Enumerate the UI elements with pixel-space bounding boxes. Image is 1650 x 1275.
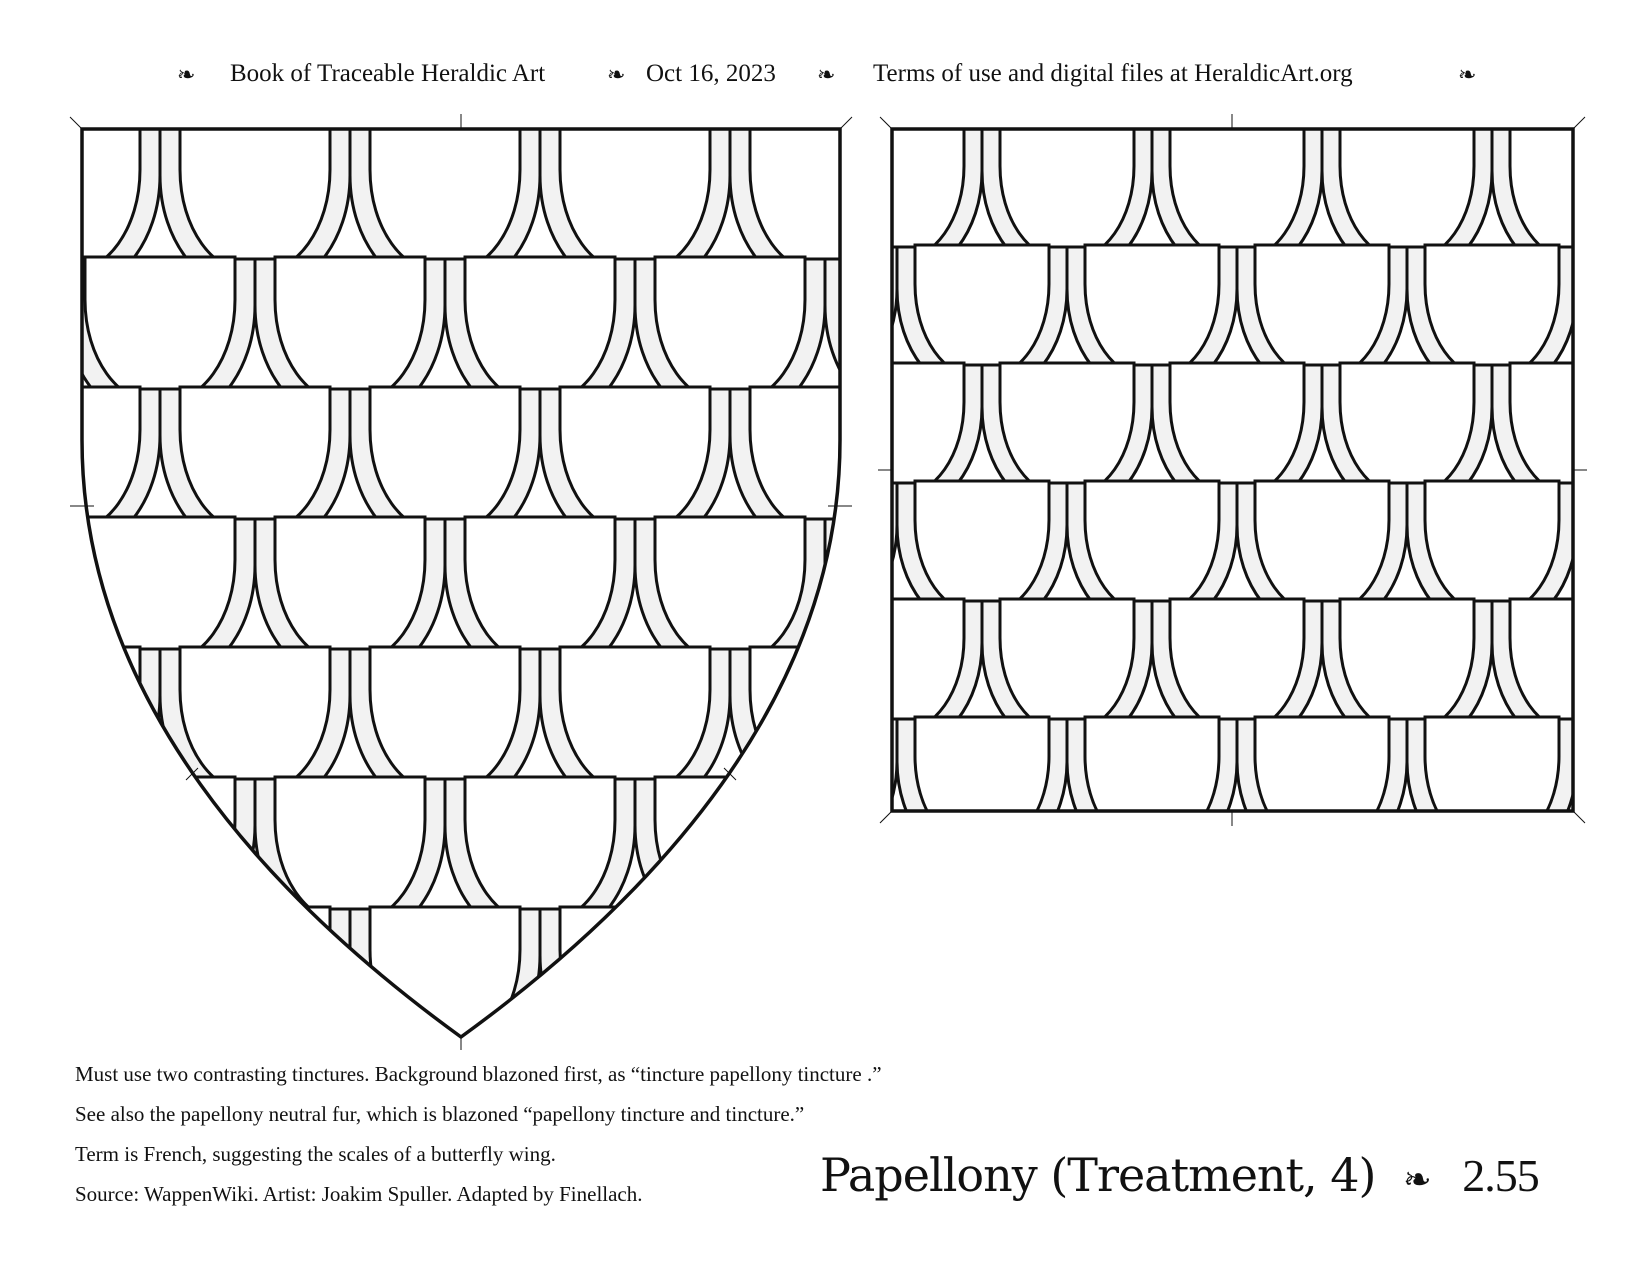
note-line: Must use two contrasting tinctures. Background blazoned first, as “tincture papellony tincture .” [75,1062,882,1086]
scale-inner [745,717,879,851]
scale-inner [180,907,330,1054]
scale-inner [915,717,1049,851]
scale-inner [655,0,805,144]
scale-inner [1340,835,1474,969]
square-emblem [727,9,1650,987]
scale-inner [1425,717,1559,851]
scale-inner [0,777,45,924]
scale-band [920,909,1110,1074]
scale-inner [1595,9,1650,143]
note-line: See also the papellony neutral fur, which is blazoned “papellony tincture and tincture.” [75,1102,805,1126]
scale-band [0,1039,65,1204]
fleuron-icon: ❧ [607,62,626,87]
fleuron-icon: ❧ [817,62,836,87]
scale-inner [0,907,140,1054]
scale-band [812,837,982,987]
scale-inner [1595,481,1650,615]
scale-inner [1255,9,1389,143]
scale-inner [0,0,45,144]
terms-link[interactable]: Terms of use and digital files at HeraldicArt.org [873,60,1353,87]
scale-inner [1595,717,1650,851]
scale-band [1152,837,1322,987]
fleuron-icon: ❧ [1403,1160,1431,1200]
note-line: Source: WappenWiki. Artist: Joakim Spuller. Adapted by Finellach. [75,1182,643,1206]
scale-inner [0,647,140,794]
scale-band [1492,837,1650,987]
scale-inner [830,835,964,969]
scale-band [730,909,920,1074]
scale-band [0,519,65,684]
fleuron-icon: ❧ [1458,62,1477,87]
scale-inner [1255,717,1389,851]
scale-band [0,0,65,164]
scale-band [982,837,1152,987]
treatment-name: Papellony (Treatment, 4) [820,1148,1376,1202]
square-scales [727,9,1650,987]
plate-number: 2.55 [1462,1150,1539,1201]
scale-band [1577,247,1650,397]
plate-title [820,1148,1539,1202]
scale-band [0,779,65,944]
scale-band [1577,483,1650,633]
scale-band [0,259,65,424]
scale-band [1577,719,1650,869]
scale-inner [0,257,45,404]
scale-inner [1085,9,1219,143]
header-date: Oct 16, 2023 [646,60,776,87]
scale-inner [85,0,235,144]
scale-band [727,719,897,869]
scale-inner [370,907,520,1054]
notes-block [75,1054,882,1214]
scale-inner [915,9,1049,143]
scale-band [160,909,350,1074]
scale-inner [1510,835,1644,969]
scale-band [0,909,160,1074]
scale-inner [0,517,45,664]
book-title: Book of Traceable Heraldic Art [230,60,546,87]
scale-inner [1000,835,1134,969]
scale-inner [1595,245,1650,379]
scale-inner [655,777,805,924]
scale-inner [845,0,995,144]
note-line: Term is French, suggesting the scales of a butterfly wing. [75,1142,556,1166]
scale-inner [940,907,1090,1054]
scale-inner [0,1037,45,1184]
scale-inner [465,0,615,144]
scale-inner [1085,717,1219,851]
scale-inner [1170,835,1304,969]
scale-band [1577,11,1650,161]
scale-inner [275,0,425,144]
fleuron-icon: ❧ [177,62,196,87]
scale-inner [560,907,710,1054]
scale-inner [745,9,879,143]
scale-band [1322,837,1492,987]
scale-inner [1425,9,1559,143]
scale-inner [750,647,900,794]
scale-inner [750,907,900,1054]
